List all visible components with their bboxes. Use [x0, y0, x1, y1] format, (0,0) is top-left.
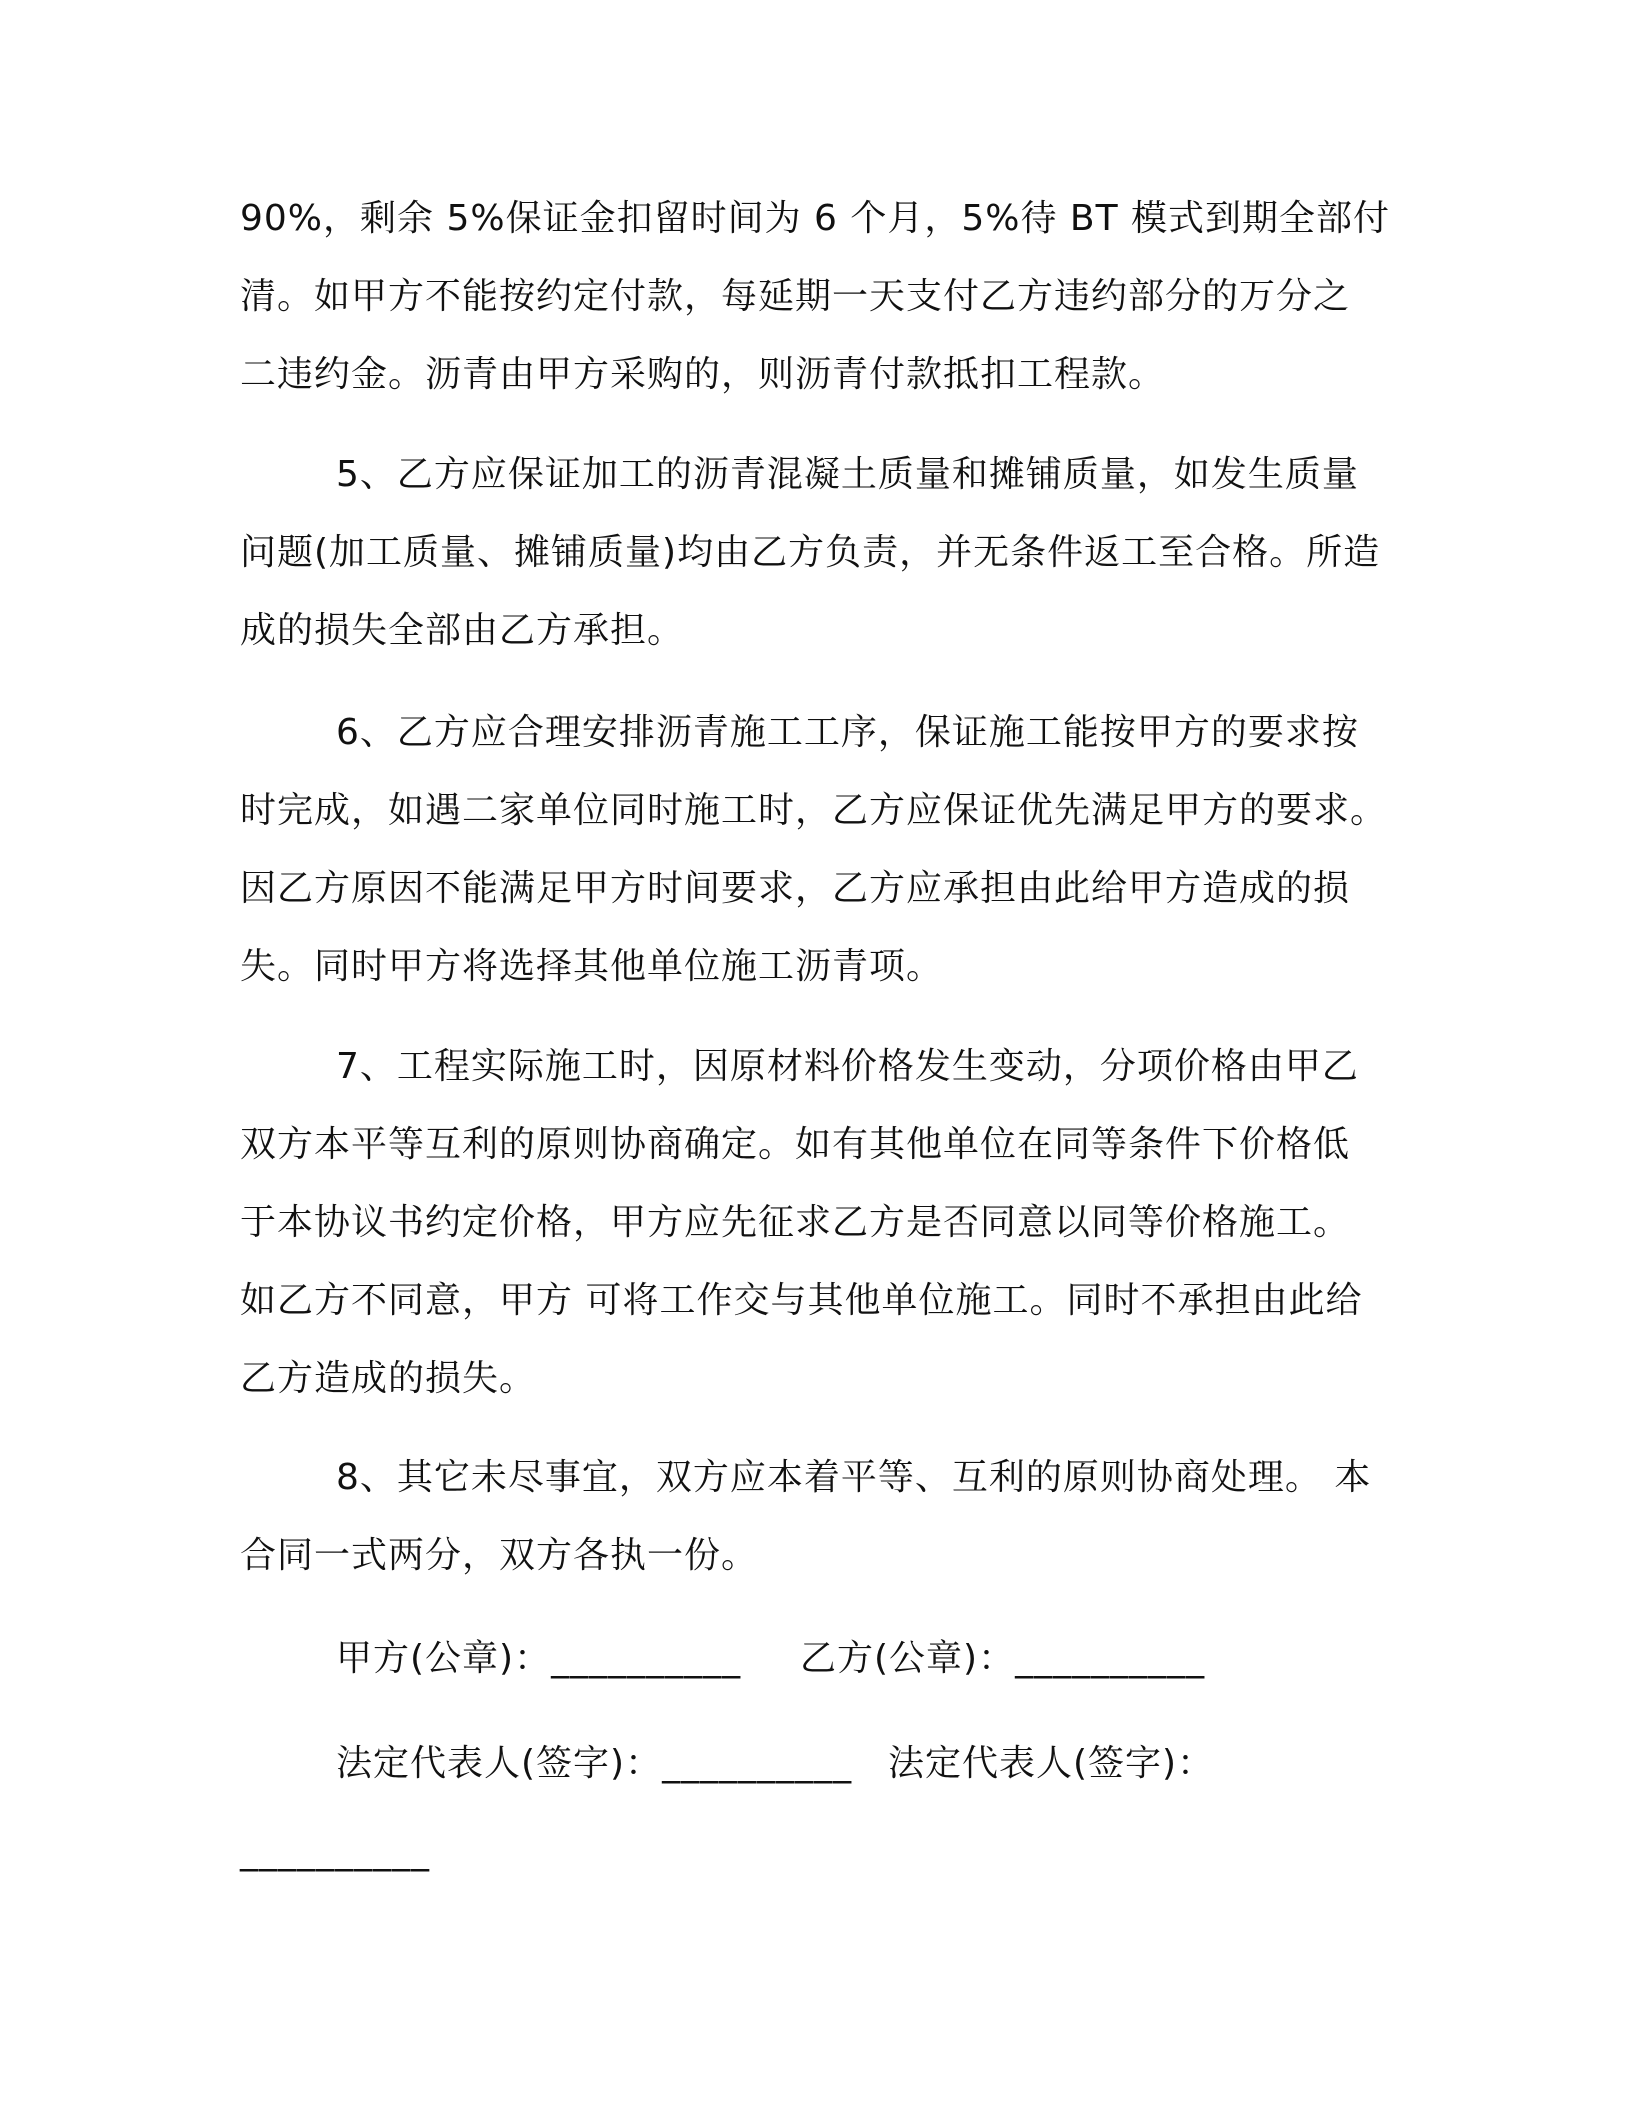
text-line: 于本协议书约定价格，甲方应先征求乙方是否同意以同等价格施工。: [240, 1202, 1351, 1243]
text-line: 双方本平等互利的原则协商确定。如有其他单位在同等条件下价格低: [240, 1124, 1351, 1165]
signature-row-overflow: [0, 1832, 1632, 1872]
text-line: 90%，剩余 5%保证金扣留时间为 6 个月，5%待 BT 模式到期全部付: [240, 198, 1391, 239]
text-line: 因乙方原因不能满足甲方时间要求，乙方应承担由此给甲方造成的损: [240, 868, 1351, 909]
paragraph-clause-8: [240, 1458, 1400, 1576]
party-b-representative-line: __________: [240, 1831, 430, 1872]
party-a-seal-field: 甲方(公章)：__________: [336, 1638, 742, 1679]
paragraph-clause-5: [240, 455, 1400, 651]
text-line: 如乙方不同意，甲方 可将工作交与其他单位施工。同时不承担由此给: [240, 1280, 1363, 1321]
text-line: 6、乙方应合理安排沥青施工工序，保证施工能按甲方的要求按: [336, 712, 1359, 753]
text-line: 8、其它未尽事宜，双方应本着平等、互利的原则协商处理。 本: [336, 1457, 1372, 1498]
text-line: 二违约金。沥青由甲方采购的，则沥青付款抵扣工程款。: [240, 354, 1166, 395]
party-a-representative-field: 法定代表人(签字)：__________: [336, 1743, 853, 1784]
text-line: 合同一式两分，双方各执一份。: [240, 1535, 759, 1576]
paragraph-clause-6: [240, 713, 1400, 987]
party-b-seal-field: 乙方(公章)：__________: [800, 1638, 1206, 1679]
paragraph-clause-7: [240, 1047, 1400, 1399]
text-line: 5、乙方应保证加工的沥青混凝土质量和摊铺质量，如发生质量: [336, 454, 1359, 495]
text-line: 清。如甲方不能按约定付款，每延期一天支付乙方违约部分的万分之: [240, 276, 1351, 317]
text-line: 乙方造成的损失。: [240, 1358, 537, 1399]
text-line: 失。同时甲方将选择其他单位施工沥青项。: [240, 946, 944, 987]
text-line: 7、工程实际施工时，因原材料价格发生变动，分项价格由甲乙: [336, 1046, 1359, 1087]
text-line: 问题(加工质量、摊铺质量)均由乙方负责，并无条件返工至合格。所造: [240, 532, 1381, 573]
paragraph-payment-continuation: [240, 199, 1400, 395]
party-b-representative-field: 法定代表人(签字)：: [888, 1743, 1215, 1784]
signature-row-representative: [0, 1744, 1632, 1784]
text-line: 成的损失全部由乙方承担。: [240, 610, 685, 651]
text-line: 时完成，如遇二家单位同时施工时，乙方应保证优先满足甲方的要求。: [240, 790, 1388, 831]
signature-row-seal: [0, 1639, 1632, 1679]
